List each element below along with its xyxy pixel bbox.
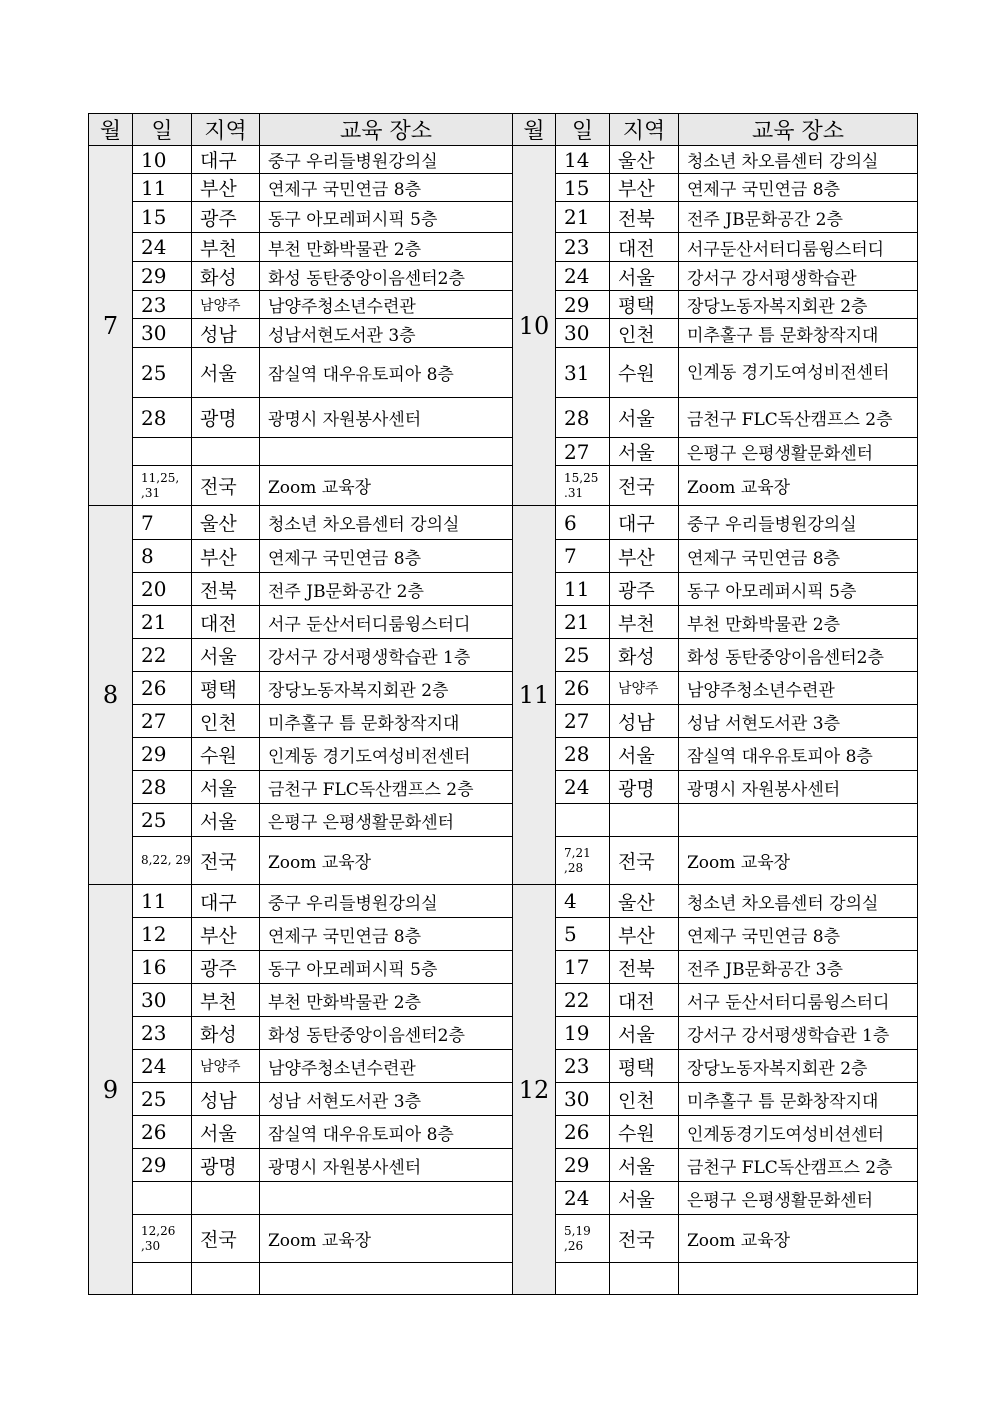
header-month-right: 월 [513, 114, 556, 146]
region-cell: 부천 [192, 984, 260, 1017]
region-cell: 인천 [610, 1083, 679, 1116]
month-cell-left: 9 [89, 885, 133, 1295]
day-cell: 8,22, 29 [133, 837, 192, 885]
region-cell: 울산 [192, 506, 260, 540]
header-venue-right: 교육 장소 [679, 114, 918, 146]
venue-cell: 성남서현도서관 3층 [260, 319, 513, 348]
region-cell: 남양주 [192, 1050, 260, 1083]
table-row [89, 506, 918, 540]
table-row [89, 606, 918, 639]
day-cell: 29 [556, 291, 610, 319]
table-row [89, 1116, 918, 1149]
day-cell: 24 [556, 262, 610, 291]
day-cell: 30 [556, 1083, 610, 1116]
header-day-right: 일 [556, 114, 610, 146]
table-row [89, 146, 918, 174]
day-cell: 23 [133, 1017, 192, 1050]
venue-cell: 장당노동자복지회관 2층 [679, 1050, 918, 1083]
region-cell: 화성 [610, 639, 679, 672]
region-cell: 인천 [192, 705, 260, 738]
venue-cell: 미추홀구 틈 문화창작지대 [679, 319, 918, 348]
table-row [89, 438, 918, 466]
day-cell: 30 [556, 319, 610, 348]
day-cell: 11 [556, 573, 610, 606]
venue-cell: 연제구 국민연금 8층 [679, 540, 918, 573]
venue-cell [679, 1263, 918, 1295]
table-row [89, 262, 918, 291]
day-cell: 12 [133, 918, 192, 951]
region-cell: 화성 [192, 262, 260, 291]
month-cell-left: 7 [89, 146, 133, 506]
venue-cell: 남양주청소년수련관 [260, 1050, 513, 1083]
region-cell [192, 438, 260, 466]
day-cell: 21 [133, 606, 192, 639]
region-cell: 서울 [610, 398, 679, 438]
table-row [89, 1050, 918, 1083]
region-cell: 전북 [192, 573, 260, 606]
day-cell: 29 [556, 1149, 610, 1182]
day-cell: 24 [556, 771, 610, 804]
region-cell [610, 804, 679, 837]
region-cell: 대구 [610, 506, 679, 540]
region-cell: 전국 [192, 1215, 260, 1263]
venue-cell: 강서구 강서평생학습관 1층 [260, 639, 513, 672]
venue-cell: Zoom 교육장 [679, 466, 918, 506]
region-cell: 광주 [192, 951, 260, 984]
venue-cell: 은평구 은평생활문화센터 [679, 438, 918, 466]
venue-cell: Zoom 교육장 [679, 837, 918, 885]
venue-cell: 잠실역 대우유토피아 8층 [260, 1116, 513, 1149]
venue-cell: 장당노동자복지회관 2층 [260, 672, 513, 705]
table-row [89, 398, 918, 438]
region-cell: 서울 [192, 639, 260, 672]
day-cell: 28 [133, 398, 192, 438]
venue-cell: 연제구 국민연금 8층 [260, 918, 513, 951]
region-cell: 서울 [610, 1017, 679, 1050]
venue-cell: 인계동 경기도여성비전센터 [679, 348, 918, 398]
region-cell: 전국 [192, 466, 260, 506]
day-cell: 24 [133, 1050, 192, 1083]
day-cell: 31 [556, 348, 610, 398]
month-cell-right: 11 [513, 506, 556, 885]
table-row [89, 466, 918, 506]
table-row [89, 291, 918, 319]
region-cell: 평택 [610, 1050, 679, 1083]
venue-cell: 남양주청소년수련관 [260, 291, 513, 319]
day-cell [556, 1263, 610, 1295]
day-cell: 27 [556, 705, 610, 738]
table-row [89, 1017, 918, 1050]
table-row [89, 319, 918, 348]
region-cell: 대전 [192, 606, 260, 639]
day-cell [133, 1182, 192, 1215]
day-cell: 8 [133, 540, 192, 573]
day-cell: 29 [133, 738, 192, 771]
table-row [89, 771, 918, 804]
venue-cell: Zoom 교육장 [260, 837, 513, 885]
venue-cell: 금천구 FLC독산캠프스 2층 [679, 1149, 918, 1182]
venue-cell: 연제구 국민연금 8층 [679, 918, 918, 951]
day-cell: 4 [556, 885, 610, 918]
region-cell: 부산 [610, 540, 679, 573]
region-cell: 서울 [610, 1149, 679, 1182]
table-row [89, 885, 918, 918]
venue-cell: 남양주청소년수련관 [679, 672, 918, 705]
venue-cell: 연제구 국민연금 8층 [260, 540, 513, 573]
venue-cell: 청소년 차오름센터 강의실 [679, 146, 918, 174]
day-cell: 16 [133, 951, 192, 984]
day-cell: 7 [556, 540, 610, 573]
region-cell: 서울 [610, 262, 679, 291]
venue-cell: Zoom 교육장 [260, 1215, 513, 1263]
venue-cell: 청소년 차오름센터 강의실 [679, 885, 918, 918]
region-cell: 대전 [610, 984, 679, 1017]
table-row [89, 738, 918, 771]
venue-cell: 중구 우리들병원강의실 [679, 506, 918, 540]
venue-cell: 은평구 은평생활문화센터 [679, 1182, 918, 1215]
region-cell: 대전 [610, 233, 679, 262]
venue-cell: 강서구 강서평생학습관 1층 [679, 1017, 918, 1050]
venue-cell: Zoom 교육장 [679, 1215, 918, 1263]
region-cell: 울산 [610, 146, 679, 174]
region-cell [192, 1263, 260, 1295]
region-cell: 남양주 [192, 291, 260, 319]
day-cell: 29 [133, 1149, 192, 1182]
day-cell: 21 [556, 606, 610, 639]
table-row [89, 1182, 918, 1215]
day-cell: 23 [556, 1050, 610, 1083]
region-cell: 광주 [610, 573, 679, 606]
region-cell: 부천 [192, 233, 260, 262]
table-row [89, 804, 918, 837]
day-cell [556, 804, 610, 837]
day-cell: 21 [556, 202, 610, 233]
venue-cell: 동구 아모레퍼시픽 5층 [260, 202, 513, 233]
day-cell: 7 [133, 506, 192, 540]
day-cell [133, 438, 192, 466]
header-region-left: 지역 [192, 114, 260, 146]
day-cell: 12,26 ,30 [133, 1215, 192, 1263]
day-cell: 25 [556, 639, 610, 672]
region-cell: 서울 [192, 348, 260, 398]
day-cell: 5,19 ,26 [556, 1215, 610, 1263]
venue-cell [260, 1263, 513, 1295]
region-cell: 서울 [610, 438, 679, 466]
region-cell [192, 1182, 260, 1215]
region-cell [610, 1263, 679, 1295]
day-cell: 26 [133, 672, 192, 705]
header-venue-left: 교육 장소 [260, 114, 513, 146]
venue-cell: 화성 동탄중앙이음센터2층 [260, 262, 513, 291]
table-row [89, 705, 918, 738]
venue-cell: 청소년 차오름센터 강의실 [260, 506, 513, 540]
region-cell: 대구 [192, 146, 260, 174]
venue-cell: 강서구 강서평생학습관 [679, 262, 918, 291]
region-cell: 인천 [610, 319, 679, 348]
day-cell: 28 [133, 771, 192, 804]
venue-cell: 광명시 자원봉사센터 [679, 771, 918, 804]
table-row [89, 573, 918, 606]
region-cell: 부천 [610, 606, 679, 639]
schedule-table [88, 113, 918, 1295]
venue-cell: 인계동경기도여성비션센터 [679, 1116, 918, 1149]
venue-cell: 서구 둔산서터디룸윙스터디 [260, 606, 513, 639]
venue-cell: 광명시 자원봉사센터 [260, 1149, 513, 1182]
region-cell: 성남 [610, 705, 679, 738]
venue-cell: 성남 서현도서관 3층 [260, 1083, 513, 1116]
table-row [89, 672, 918, 705]
region-cell: 부산 [610, 174, 679, 202]
venue-cell: 잠실역 대우유토피아 8층 [260, 348, 513, 398]
header-month-left: 월 [89, 114, 133, 146]
venue-cell [679, 804, 918, 837]
region-cell: 서울 [192, 804, 260, 837]
region-cell: 광명 [610, 771, 679, 804]
day-cell: 23 [133, 291, 192, 319]
table-row [89, 1215, 918, 1263]
venue-cell: 부천 만화박물관 2층 [260, 233, 513, 262]
region-cell: 서울 [610, 738, 679, 771]
header-row [89, 114, 918, 146]
day-cell: 11,25, ,31 [133, 466, 192, 506]
table-row [89, 984, 918, 1017]
region-cell: 성남 [192, 1083, 260, 1116]
day-cell: 27 [556, 438, 610, 466]
venue-cell: 은평구 은평생활문화센터 [260, 804, 513, 837]
venue-cell: 동구 아모레퍼시픽 5층 [679, 573, 918, 606]
region-cell: 부산 [192, 174, 260, 202]
day-cell: 28 [556, 398, 610, 438]
day-cell: 11 [133, 174, 192, 202]
region-cell: 수원 [192, 738, 260, 771]
venue-cell: 전주 JB문화공간 3층 [679, 951, 918, 984]
venue-cell: 서구둔산서터디룸윙스터디 [679, 233, 918, 262]
day-cell: 15 [556, 174, 610, 202]
day-cell: 22 [133, 639, 192, 672]
day-cell: 25 [133, 1083, 192, 1116]
region-cell: 수원 [610, 348, 679, 398]
day-cell: 10 [133, 146, 192, 174]
day-cell: 24 [556, 1182, 610, 1215]
table-row [89, 1149, 918, 1182]
region-cell: 서울 [192, 1116, 260, 1149]
day-cell: 7,21 ,28 [556, 837, 610, 885]
venue-cell: 미추홀구 틈 문화창작지대 [679, 1083, 918, 1116]
day-cell: 25 [133, 348, 192, 398]
venue-cell: 연제구 국민연금 8층 [260, 174, 513, 202]
venue-cell: 금천구 FLC독산캠프스 2층 [260, 771, 513, 804]
region-cell: 전국 [610, 837, 679, 885]
region-cell: 전북 [610, 951, 679, 984]
day-cell: 23 [556, 233, 610, 262]
day-cell: 27 [133, 705, 192, 738]
region-cell: 평택 [192, 672, 260, 705]
venue-cell: 중구 우리들병원강의실 [260, 885, 513, 918]
day-cell: 26 [556, 672, 610, 705]
region-cell: 광명 [192, 1149, 260, 1182]
venue-cell: 화성 동탄중앙이음센터2층 [260, 1017, 513, 1050]
venue-cell: 인계동 경기도여성비전센터 [260, 738, 513, 771]
region-cell: 남양주 [610, 672, 679, 705]
table-row [89, 233, 918, 262]
day-cell: 25 [133, 804, 192, 837]
region-cell: 부산 [610, 918, 679, 951]
region-cell: 서울 [192, 771, 260, 804]
venue-cell: 부천 만화박물관 2층 [679, 606, 918, 639]
region-cell: 화성 [192, 1017, 260, 1050]
table-row [89, 540, 918, 573]
day-cell: 6 [556, 506, 610, 540]
day-cell: 19 [556, 1017, 610, 1050]
day-cell: 30 [133, 984, 192, 1017]
venue-cell: Zoom 교육장 [260, 466, 513, 506]
header-day-left: 일 [133, 114, 192, 146]
day-cell: 26 [133, 1116, 192, 1149]
venue-cell: 동구 아모레퍼시픽 5층 [260, 951, 513, 984]
venue-cell: 중구 우리들병원강의실 [260, 146, 513, 174]
schedule-body [89, 146, 918, 1295]
venue-cell [260, 1182, 513, 1215]
day-cell: 28 [556, 738, 610, 771]
table-row [89, 202, 918, 233]
venue-cell: 장당노동자복지회관 2층 [679, 291, 918, 319]
day-cell: 17 [556, 951, 610, 984]
table-row [89, 1083, 918, 1116]
table-row [89, 951, 918, 984]
venue-cell: 전주 JB문화공간 2층 [679, 202, 918, 233]
table-row [89, 639, 918, 672]
day-cell: 29 [133, 262, 192, 291]
table-row [89, 918, 918, 951]
table-row [89, 1263, 918, 1295]
header-region-right: 지역 [610, 114, 679, 146]
day-cell: 11 [133, 885, 192, 918]
region-cell: 부산 [192, 918, 260, 951]
table-row [89, 837, 918, 885]
region-cell: 평택 [610, 291, 679, 319]
region-cell: 서울 [610, 1182, 679, 1215]
day-cell [133, 1263, 192, 1295]
venue-cell: 화성 동탄중앙이음센터2층 [679, 639, 918, 672]
venue-cell: 연제구 국민연금 8층 [679, 174, 918, 202]
venue-cell [260, 438, 513, 466]
day-cell: 15 [133, 202, 192, 233]
month-cell-left: 8 [89, 506, 133, 885]
region-cell: 전북 [610, 202, 679, 233]
region-cell: 전국 [610, 1215, 679, 1263]
venue-cell: 금천구 FLC독산캠프스 2층 [679, 398, 918, 438]
day-cell: 26 [556, 1116, 610, 1149]
region-cell: 성남 [192, 319, 260, 348]
region-cell: 광명 [192, 398, 260, 438]
month-cell-right: 10 [513, 146, 556, 506]
venue-cell: 성남 서현도서관 3층 [679, 705, 918, 738]
venue-cell: 광명시 자원봉사센터 [260, 398, 513, 438]
region-cell: 수원 [610, 1116, 679, 1149]
region-cell: 전국 [192, 837, 260, 885]
region-cell: 부산 [192, 540, 260, 573]
region-cell: 대구 [192, 885, 260, 918]
table-row [89, 174, 918, 202]
day-cell: 15,25 .31 [556, 466, 610, 506]
venue-cell: 미추홀구 틈 문화창작지대 [260, 705, 513, 738]
region-cell: 광주 [192, 202, 260, 233]
day-cell: 22 [556, 984, 610, 1017]
day-cell: 20 [133, 573, 192, 606]
day-cell: 5 [556, 918, 610, 951]
region-cell: 전국 [610, 466, 679, 506]
venue-cell: 전주 JB문화공간 2층 [260, 573, 513, 606]
region-cell: 울산 [610, 885, 679, 918]
table-row [89, 348, 918, 398]
month-cell-right: 12 [513, 885, 556, 1295]
venue-cell: 잠실역 대우유토피아 8층 [679, 738, 918, 771]
venue-cell: 서구 둔산서터디룸윙스터디 [679, 984, 918, 1017]
day-cell: 30 [133, 319, 192, 348]
day-cell: 14 [556, 146, 610, 174]
day-cell: 24 [133, 233, 192, 262]
venue-cell: 부천 만화박물관 2층 [260, 984, 513, 1017]
